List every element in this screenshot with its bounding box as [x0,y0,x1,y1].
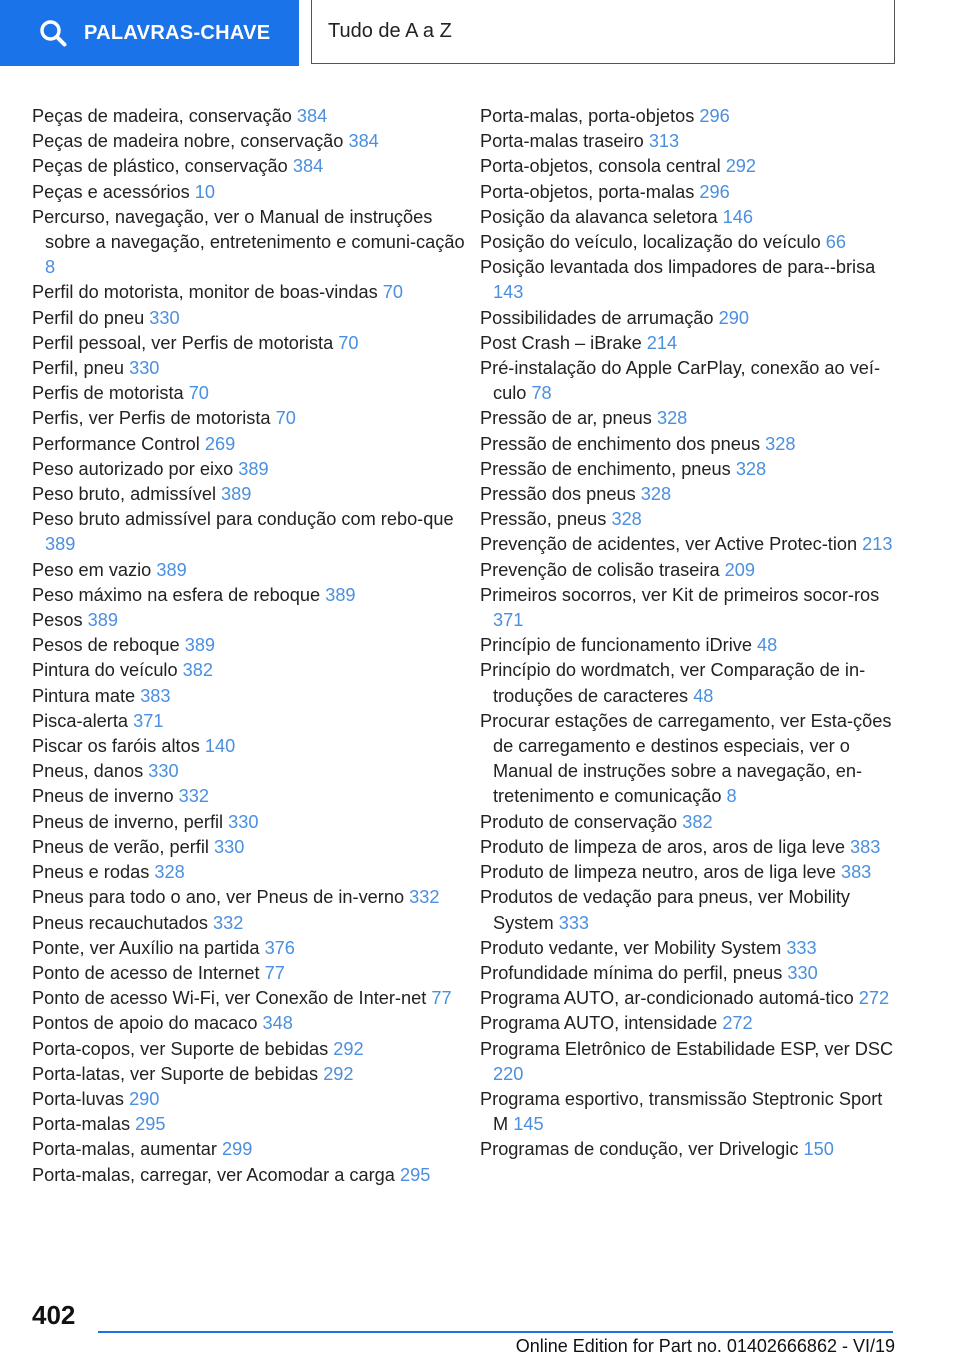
index-entry [32,381,472,406]
index-entry [32,280,472,305]
index-entry [32,608,472,633]
page-link[interactable]: 70 [188,383,209,404]
index-entry [480,532,900,557]
page-number: 402 [32,1300,76,1330]
index-entry-text: Prevenção de colisão traseira [480,559,720,580]
index-entry-text: Posição levantada dos limpadores de para‐-brisa [480,257,876,278]
index-entry [480,936,900,961]
index-entry [32,406,472,431]
page-link[interactable]: 389 [45,534,76,555]
index-entry [32,306,472,331]
index-entry-text: Porta-objetos, porta-malas [480,181,695,202]
header [0,0,960,66]
index-entry-text: Porta-latas, ver Suporte de bebidas [32,1063,319,1084]
page-link[interactable]: 290 [718,307,749,328]
index-entry-text: Peças de madeira, conservação [32,106,292,126]
page-link[interactable]: 150 [803,1139,834,1160]
index-entry [480,658,900,708]
page-link[interactable]: 328 [154,862,185,883]
index-entry-text: Pneus, danos [32,761,144,782]
index-entry-text: Programa esportivo, transmissão Steptronic Sport M [480,1088,883,1135]
index-entry-text: Porta-objetos, consola central [480,156,721,177]
index-entry-text: Perfil pessoal, ver Perfis de motorista [32,332,334,353]
index-entry [32,1011,472,1036]
index-entry [32,180,472,205]
index-entry [480,482,900,507]
index-entry-text: Pneus para todo o ano, ver Pneus de in‐verno [32,887,405,908]
index-entry [480,507,900,532]
index-entry-text: Programa AUTO, ar-condicionado automá‐tico [480,988,854,1009]
page-link[interactable]: 330 [214,836,245,857]
index-entry-text: Primeiros socorros, ver Kit de primeiros socor‐ros [480,584,880,605]
page-link[interactable]: 296 [699,106,730,126]
page-link[interactable]: 296 [699,181,730,202]
index-entry [480,331,900,356]
page-link[interactable]: 333 [558,912,590,933]
index-entry-text: Pneus de inverno [32,786,174,807]
index-entry-text: Percurso, navegação, ver o Manual de instruções sobre a navegação, entretenimento e comuni‐cação [32,206,465,253]
index-entry [32,860,472,885]
page-link[interactable]: 213 [862,534,893,555]
index-entry-text: Possibilidades de arrumação [480,307,714,328]
page-link[interactable]: 348 [262,1013,293,1034]
index-entry-text: Posição do veículo, localização do veículo [480,232,821,253]
index-entry-text: Piscar os faróis altos [32,736,200,757]
index-entry-text: Prevenção de acidentes, ver Active Protec‐tion [480,534,858,555]
page-link[interactable]: 330 [228,811,259,832]
index-entry [32,835,472,860]
page-link[interactable]: 70 [338,332,359,353]
page-link[interactable]: 140 [204,736,236,757]
index-entry-text: Porta-copos, ver Suporte de bebidas [32,1038,329,1059]
index-entry-text: Pressão de ar, pneus [480,408,652,429]
page-link[interactable]: 146 [722,206,754,227]
index-entry-text: Pneus e rodas [32,862,150,883]
index-entry-text: Pintura mate [32,685,136,706]
page-link[interactable]: 389 [156,559,187,580]
index-entry-text: Pintura do veículo [32,660,178,681]
page-link[interactable]: 389 [221,484,252,505]
page-link[interactable]: 371 [133,710,164,731]
index-entry-text: Porta-malas, carregar, ver Acomodar a carga [32,1164,395,1185]
index-entry-text: Porta-malas, porta-objetos [480,106,695,126]
page-link[interactable]: 333 [786,937,817,958]
index-entry [32,658,472,683]
page-link[interactable]: 389 [87,610,118,631]
index-column-left [32,104,472,1188]
index-entry [32,507,472,557]
index-entry-text: Peso máximo na esfera de reboque [32,584,321,605]
index-entry-text: Peso bruto admissível para condução com rebo‐que [32,509,454,530]
index-entry [480,457,900,482]
index-entry [480,406,900,431]
index-entry-text: Produto de limpeza neutro, aros de liga leve [480,862,836,883]
index-entry-text: Produto de conservação [480,811,678,832]
index-entry [32,331,472,356]
a-to-z-tab-label: Tudo de A a Z [328,20,452,42]
page-link[interactable]: 70 [275,408,296,429]
page-link[interactable]: 330 [129,358,160,379]
page-link[interactable]: 77 [264,962,285,983]
page-link[interactable]: 48 [757,635,778,656]
page-link[interactable]: 384 [348,131,379,152]
index-entry [32,356,472,381]
index-entry [480,1087,900,1137]
index-entry [480,1011,900,1036]
index-entry [32,1137,472,1162]
index-column-right [480,104,900,1163]
index-entry [32,633,472,658]
index-entry-text: Porta-malas traseiro [480,131,644,152]
keywords-tab[interactable] [0,0,299,66]
index-entry-text: Pisca-alerta [32,710,129,731]
page-link[interactable]: 214 [646,332,678,353]
index-entry [32,911,472,936]
index-entry [480,432,900,457]
index-entry-text: Peso autorizado por eixo [32,458,234,479]
index-entry [480,230,900,255]
index-entry [480,961,900,986]
page-link[interactable]: 383 [140,685,171,706]
index-entry [32,734,472,759]
index-entry-text: Pesos de reboque [32,635,180,656]
index-entry-text: Peças e acessórios [32,181,190,202]
index-entry [32,810,472,835]
index-entry-text: Porta-luvas [32,1088,124,1109]
page-link[interactable]: 209 [724,559,756,580]
index-entry-text: Peso bruto, admissível [32,484,216,505]
index-entry-text: Produto vedante, ver Mobility System [480,937,782,958]
index-entry-text: Pesos [32,610,83,631]
index-entry [480,255,900,305]
index-entry-text: Peças de madeira nobre, conservação [32,131,344,152]
index-entry [32,784,472,809]
index-entry [480,860,900,885]
index-entry [480,205,900,230]
page-link[interactable]: 384 [296,106,328,126]
index-entry-text: Perfis, ver Perfis de motorista [32,408,271,429]
page-link[interactable]: 332 [409,887,440,908]
index-entry [32,558,472,583]
a-to-z-tab[interactable] [311,0,895,64]
index-entry [32,1163,472,1188]
page-link[interactable]: 8 [726,786,737,807]
page-link[interactable]: 328 [735,458,767,479]
index-entry-text: Pontos de apoio do macaco [32,1013,258,1034]
page-link[interactable]: 330 [148,761,179,782]
index-entry-text: Perfil do motorista, monitor de boas-vindas [32,282,378,303]
index-entry [480,885,900,935]
page-link[interactable]: 292 [333,1038,364,1059]
index-entry [32,936,472,961]
search-icon [38,18,68,48]
page-link[interactable]: 371 [493,610,524,631]
index-entry-text: Produto de limpeza de aros, aros de liga leve [480,836,845,857]
index-entry [32,759,472,784]
page-link[interactable]: 384 [292,156,324,177]
index-entry-text: Posição da alavanca seletora [480,206,718,227]
index-entry [32,129,472,154]
index-entry-text: Pneus de verão, perfil [32,836,209,857]
keywords-tab-label: PALAVRAS-CHAVE [84,21,271,44]
page-link[interactable]: 330 [149,307,180,328]
page-link[interactable]: 290 [129,1088,160,1109]
page-link[interactable]: 382 [182,660,214,681]
index-entry [32,104,472,129]
page-link[interactable]: 77 [431,988,452,1009]
index-entry [480,709,900,810]
index-entry [32,1087,472,1112]
index-entry [32,1112,472,1137]
page-link[interactable]: 328 [656,408,688,429]
index-entry-text: Pré-instalação do Apple CarPlay, conexão ao veí‐culo [480,358,881,404]
page-link[interactable]: 382 [682,811,713,832]
index-entry-text: Porta-malas [32,1114,131,1135]
index-entry-text: Pressão, pneus [480,509,607,530]
index-entry-text: Programa AUTO, intensidade [480,1013,718,1034]
page-link[interactable]: 389 [238,458,269,479]
index-entry [480,306,900,331]
page-link[interactable]: 389 [325,584,356,605]
page-link[interactable]: 10 [194,181,215,202]
page-link[interactable]: 383 [850,836,881,857]
page-link[interactable]: 313 [648,131,680,152]
index-entry [480,154,900,179]
index-entry-text: Programa Eletrônico de Estabilidade ESP, ver DSC [480,1038,894,1059]
index-entry-text: Pressão dos pneus [480,484,636,505]
page-link[interactable]: 328 [640,484,672,505]
index-entry [32,1062,472,1087]
page-link[interactable]: 332 [178,786,209,807]
page-link[interactable]: 376 [264,937,295,958]
index-entry-text: Pneus de inverno, perfil [32,811,224,832]
index-entry-text: Programas de condução, ver Drivelogic [480,1139,799,1160]
index-entry-text: Pneus recauchutados [32,912,208,933]
index-entry [480,1137,900,1162]
index-entry [32,684,472,709]
index-entry [32,961,472,986]
page-link[interactable]: 8 [45,257,56,278]
footer-divider [98,1331,893,1333]
index-entry [480,633,900,658]
index-entry-text: Perfil, pneu [32,358,125,379]
index-entry-text: Ponto de acesso de Internet [32,962,260,983]
page-link[interactable]: 332 [213,912,244,933]
index-entry [480,986,900,1011]
page-link[interactable]: 292 [323,1063,354,1084]
footer-edition: Online Edition for Part no. 01402666862 - VI/19 [515,1336,895,1356]
page-link[interactable]: 272 [858,988,890,1009]
index-entry-text: Profundidade mínima do perfil, pneus [480,962,783,983]
page-link[interactable]: 383 [840,862,872,883]
page-link[interactable]: 330 [787,962,818,983]
index-entry [32,583,472,608]
index-entry-text: Produtos de vedação para pneus, ver Mobility System [480,887,851,933]
index-entry [32,205,472,281]
page-link[interactable]: 145 [513,1114,544,1135]
index-entry [32,885,472,910]
page-link[interactable]: 272 [722,1013,753,1034]
index-entry-text: Peças de plástico, conservação [32,156,288,177]
index-entry-text: Princípio do wordmatch, ver Comparação de in‐troduções de caracteres [480,660,866,706]
page-link[interactable]: 269 [204,433,236,454]
index-entry [480,835,900,860]
index-entry-text: Pressão de enchimento, pneus [480,458,731,479]
page-link[interactable]: 48 [693,685,714,706]
index-entry-text: Ponte, ver Auxílio na partida [32,937,260,958]
index-entry [32,457,472,482]
index-entry-text: Performance Control [32,433,200,454]
index-entry [32,482,472,507]
index-entry [32,986,472,1011]
index-entry [480,583,900,633]
index-entry [32,154,472,179]
page-link[interactable]: 328 [765,433,796,454]
index-entry-text: Perfil do pneu [32,307,145,328]
index-entry [32,432,472,457]
page-link[interactable]: 328 [611,509,642,530]
index-entry [480,558,900,583]
page-link[interactable]: 389 [184,635,216,656]
index-entry [32,709,472,734]
index-entry-text: Post Crash – iBrake [480,332,642,353]
index-entry-text: Princípio de funcionamento iDrive [480,635,752,656]
page-link[interactable]: 295 [399,1164,431,1185]
page-link[interactable]: 292 [725,156,757,177]
index-entry-text: Ponto de acesso Wi-Fi, ver Conexão de Inter‐net [32,988,427,1009]
index-entry-text: Porta-malas, aumentar [32,1139,217,1160]
page-link[interactable]: 143 [493,282,524,303]
page-link[interactable]: 70 [382,282,404,303]
index-entry-text: Pressão de enchimento dos pneus [480,433,761,454]
index-entry [480,1037,900,1087]
page-link[interactable]: 295 [135,1114,166,1135]
page-link[interactable]: 299 [222,1139,253,1160]
page-link[interactable]: 78 [531,383,552,404]
index-entry [480,129,900,154]
index-entry [32,1037,472,1062]
index-entry [480,104,900,129]
index-entry-text: Peso em vazio [32,559,152,580]
page-link[interactable]: 66 [825,232,847,253]
index-entry [480,356,900,406]
page-link[interactable]: 220 [493,1063,524,1084]
index-entry-text: Perfis de motorista [32,383,184,404]
index-entry [480,180,900,205]
index-entry [480,810,900,835]
index-entry-text: Procurar estações de carregamento, ver Esta‐ções de carregamento e destinos especiais, ver o Manual de instruções sobre a navegação, en‐tretenimento e comunicação [480,710,892,807]
